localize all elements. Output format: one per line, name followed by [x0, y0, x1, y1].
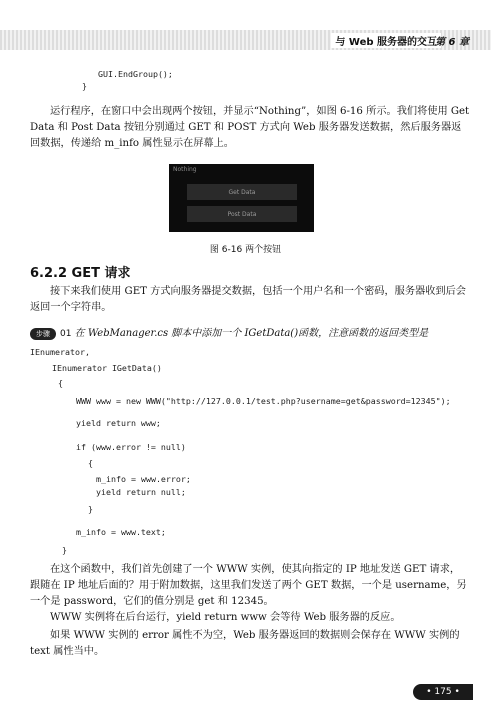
code-line: IEnumerator IGetData()	[52, 363, 162, 373]
code-line: yield return www;	[76, 418, 161, 428]
code-line: }	[88, 504, 93, 514]
code-line: IEnumerator,	[30, 347, 90, 357]
paragraph: WWW 实例将在后台运行，yield return www 会等待 Web 服务器的反应。	[50, 612, 401, 623]
code-line: WWW www = new WWW("http://127.0.0.1/test.php?username=get&password=12345");	[76, 396, 451, 406]
code-line: }	[82, 81, 87, 91]
post-data-button: Post Data	[187, 206, 297, 222]
section-title: 6.2.2 GET 请求	[30, 266, 131, 281]
code-line: yield return null;	[96, 487, 186, 497]
step-line	[30, 324, 428, 340]
figure-caption: 图 6-16 两个按钮	[209, 245, 282, 255]
code-line: {	[88, 458, 93, 468]
code-line: {	[58, 378, 63, 388]
running-header-chapter: 第 6 章	[435, 37, 469, 48]
paragraph: 接下来我们使用 GET 方式向服务器提交数据，包括一个用户名和一个密码，服务器收到后会返回一个字符串。	[30, 286, 466, 313]
paragraph: 运行程序，在窗口中会出现两个按钮，并显示“Nothing”，如图 6-16 所示。我们将使用 Get Data 和 Post Data 按钮分别通过 GET 和 POST 方式向 Web 服务器发送数据，然后服务器返回数据，传递给 m_info 属性显示在屏幕上。	[30, 106, 470, 149]
step-badge: 步骤	[30, 328, 56, 340]
step-number: 01	[60, 329, 72, 339]
code-line: }	[62, 545, 67, 555]
paragraph: 如果 WWW 实例的 error 属性不为空，Web 服务器返回的数据则会保存在 WWW 实例的 text 属性当中。	[30, 630, 460, 657]
code-line: m_info = www.text;	[76, 527, 166, 537]
code-line: m_info = www.error;	[96, 474, 191, 484]
code-line: if (www.error != null)	[76, 442, 186, 452]
page-number: • 175 •	[413, 684, 473, 700]
step-text: 在 WebManager.cs 脚本中添加一个 IGetData()函数，注意函数的返回类型是	[74, 328, 429, 339]
code-line: GUI.EndGroup();	[98, 69, 173, 79]
running-header-title: 与 Web 服务器的交互	[331, 33, 441, 48]
figure-screenshot	[169, 164, 314, 232]
get-data-button: Get Data	[187, 184, 297, 200]
paragraph: 在这个函数中，我们首先创建了一个 WWW 实例，使其向指定的 IP 地址发送 GET 请求，跟随在 IP 地址后面的？用于附加数据，这里我们发送了两个 GET 数据，一个是 username，另一个是 password，它们的值分别是 get 和 12345。	[30, 564, 467, 607]
nothing-label: Nothing	[173, 166, 197, 173]
